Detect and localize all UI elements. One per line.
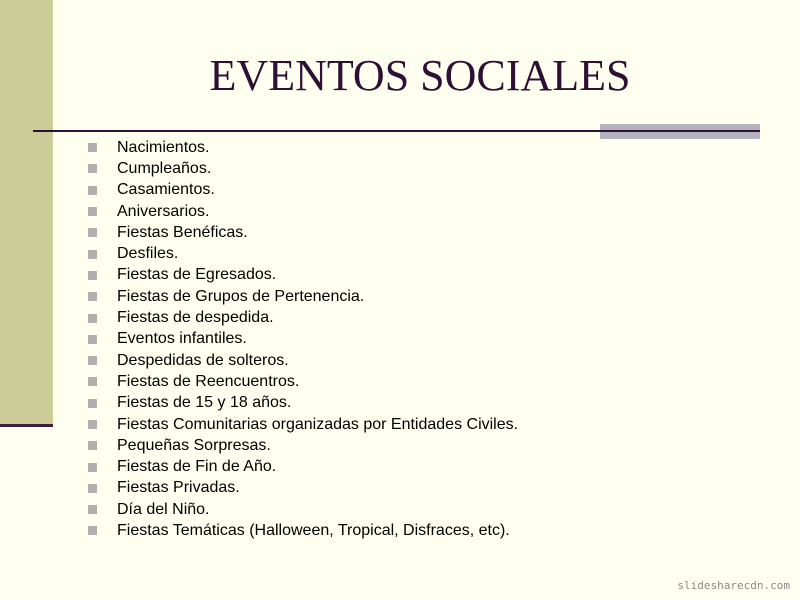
list-item <box>88 201 518 222</box>
list-item <box>88 307 518 328</box>
list-item-text: Fiestas Temáticas (Halloween, Tropical, Disfraces, etc). <box>117 521 510 539</box>
sidebar-accent-line <box>0 424 53 427</box>
list-item <box>88 456 518 477</box>
event-list <box>88 137 518 542</box>
list-item-text: Día del Niño. <box>117 500 210 518</box>
square-bullet-icon <box>88 207 97 216</box>
list-item-text: Fiestas Benéficas. <box>117 223 248 241</box>
square-bullet-icon <box>88 356 97 365</box>
list-item-text: Desfiles. <box>117 245 179 263</box>
square-bullet-icon <box>88 143 97 152</box>
list-item-text: Fiestas de Egresados. <box>117 266 277 284</box>
list-item <box>88 137 518 158</box>
list-item <box>88 499 518 520</box>
list-item-text: Casamientos. <box>117 181 215 199</box>
list-item-text: Pequeñas Sorpresas. <box>117 436 271 454</box>
list-item <box>88 478 518 499</box>
list-item-text: Despedidas de solteros. <box>117 351 289 369</box>
list-item <box>88 222 518 243</box>
divider-accent-line <box>600 130 760 132</box>
square-bullet-icon <box>88 292 97 301</box>
sidebar-decoration <box>0 0 53 427</box>
list-item-text: Fiestas de 15 y 18 años. <box>117 394 292 412</box>
list-item <box>88 371 518 392</box>
slide-title: EVENTOS SOCIALES <box>209 51 631 100</box>
list-item-text: Fiestas de Grupos de Pertenencia. <box>117 287 365 305</box>
list-item-text: Fiestas de despedida. <box>117 309 274 327</box>
list-item <box>88 520 518 541</box>
list-item <box>88 393 518 414</box>
square-bullet-icon <box>88 250 97 259</box>
square-bullet-icon <box>88 186 97 195</box>
square-bullet-icon <box>88 505 97 514</box>
list-item <box>88 243 518 264</box>
square-bullet-icon <box>88 441 97 450</box>
square-bullet-icon <box>88 420 97 429</box>
list-item-text: Fiestas de Reencuentros. <box>117 372 300 390</box>
square-bullet-icon <box>88 164 97 173</box>
list-item <box>88 350 518 371</box>
square-bullet-icon <box>88 335 97 344</box>
square-bullet-icon <box>88 228 97 237</box>
list-item-text: Cumpleaños. <box>117 159 212 177</box>
list-item <box>88 180 518 201</box>
list-item-text: Fiestas Privadas. <box>117 479 240 497</box>
square-bullet-icon <box>88 271 97 280</box>
square-bullet-icon <box>88 399 97 408</box>
square-bullet-icon <box>88 484 97 493</box>
list-item <box>88 286 518 307</box>
list-item <box>88 265 518 286</box>
list-item-text: Fiestas Comunitarias organizadas por Entidades Civiles. <box>117 415 519 433</box>
list-item-text: Aniversarios. <box>117 202 210 220</box>
list-item <box>88 414 518 435</box>
list-item <box>88 158 518 179</box>
list-item <box>88 435 518 456</box>
square-bullet-icon <box>88 314 97 323</box>
list-item-text: Nacimientos. <box>117 138 210 156</box>
list-item-text: Fiestas de Fin de Año. <box>117 458 277 476</box>
list-item <box>88 329 518 350</box>
square-bullet-icon <box>88 526 97 535</box>
square-bullet-icon <box>88 377 97 386</box>
square-bullet-icon <box>88 463 97 472</box>
watermark: slidesharecdn.com <box>677 579 790 592</box>
list-item-text: Eventos infantiles. <box>117 330 247 348</box>
